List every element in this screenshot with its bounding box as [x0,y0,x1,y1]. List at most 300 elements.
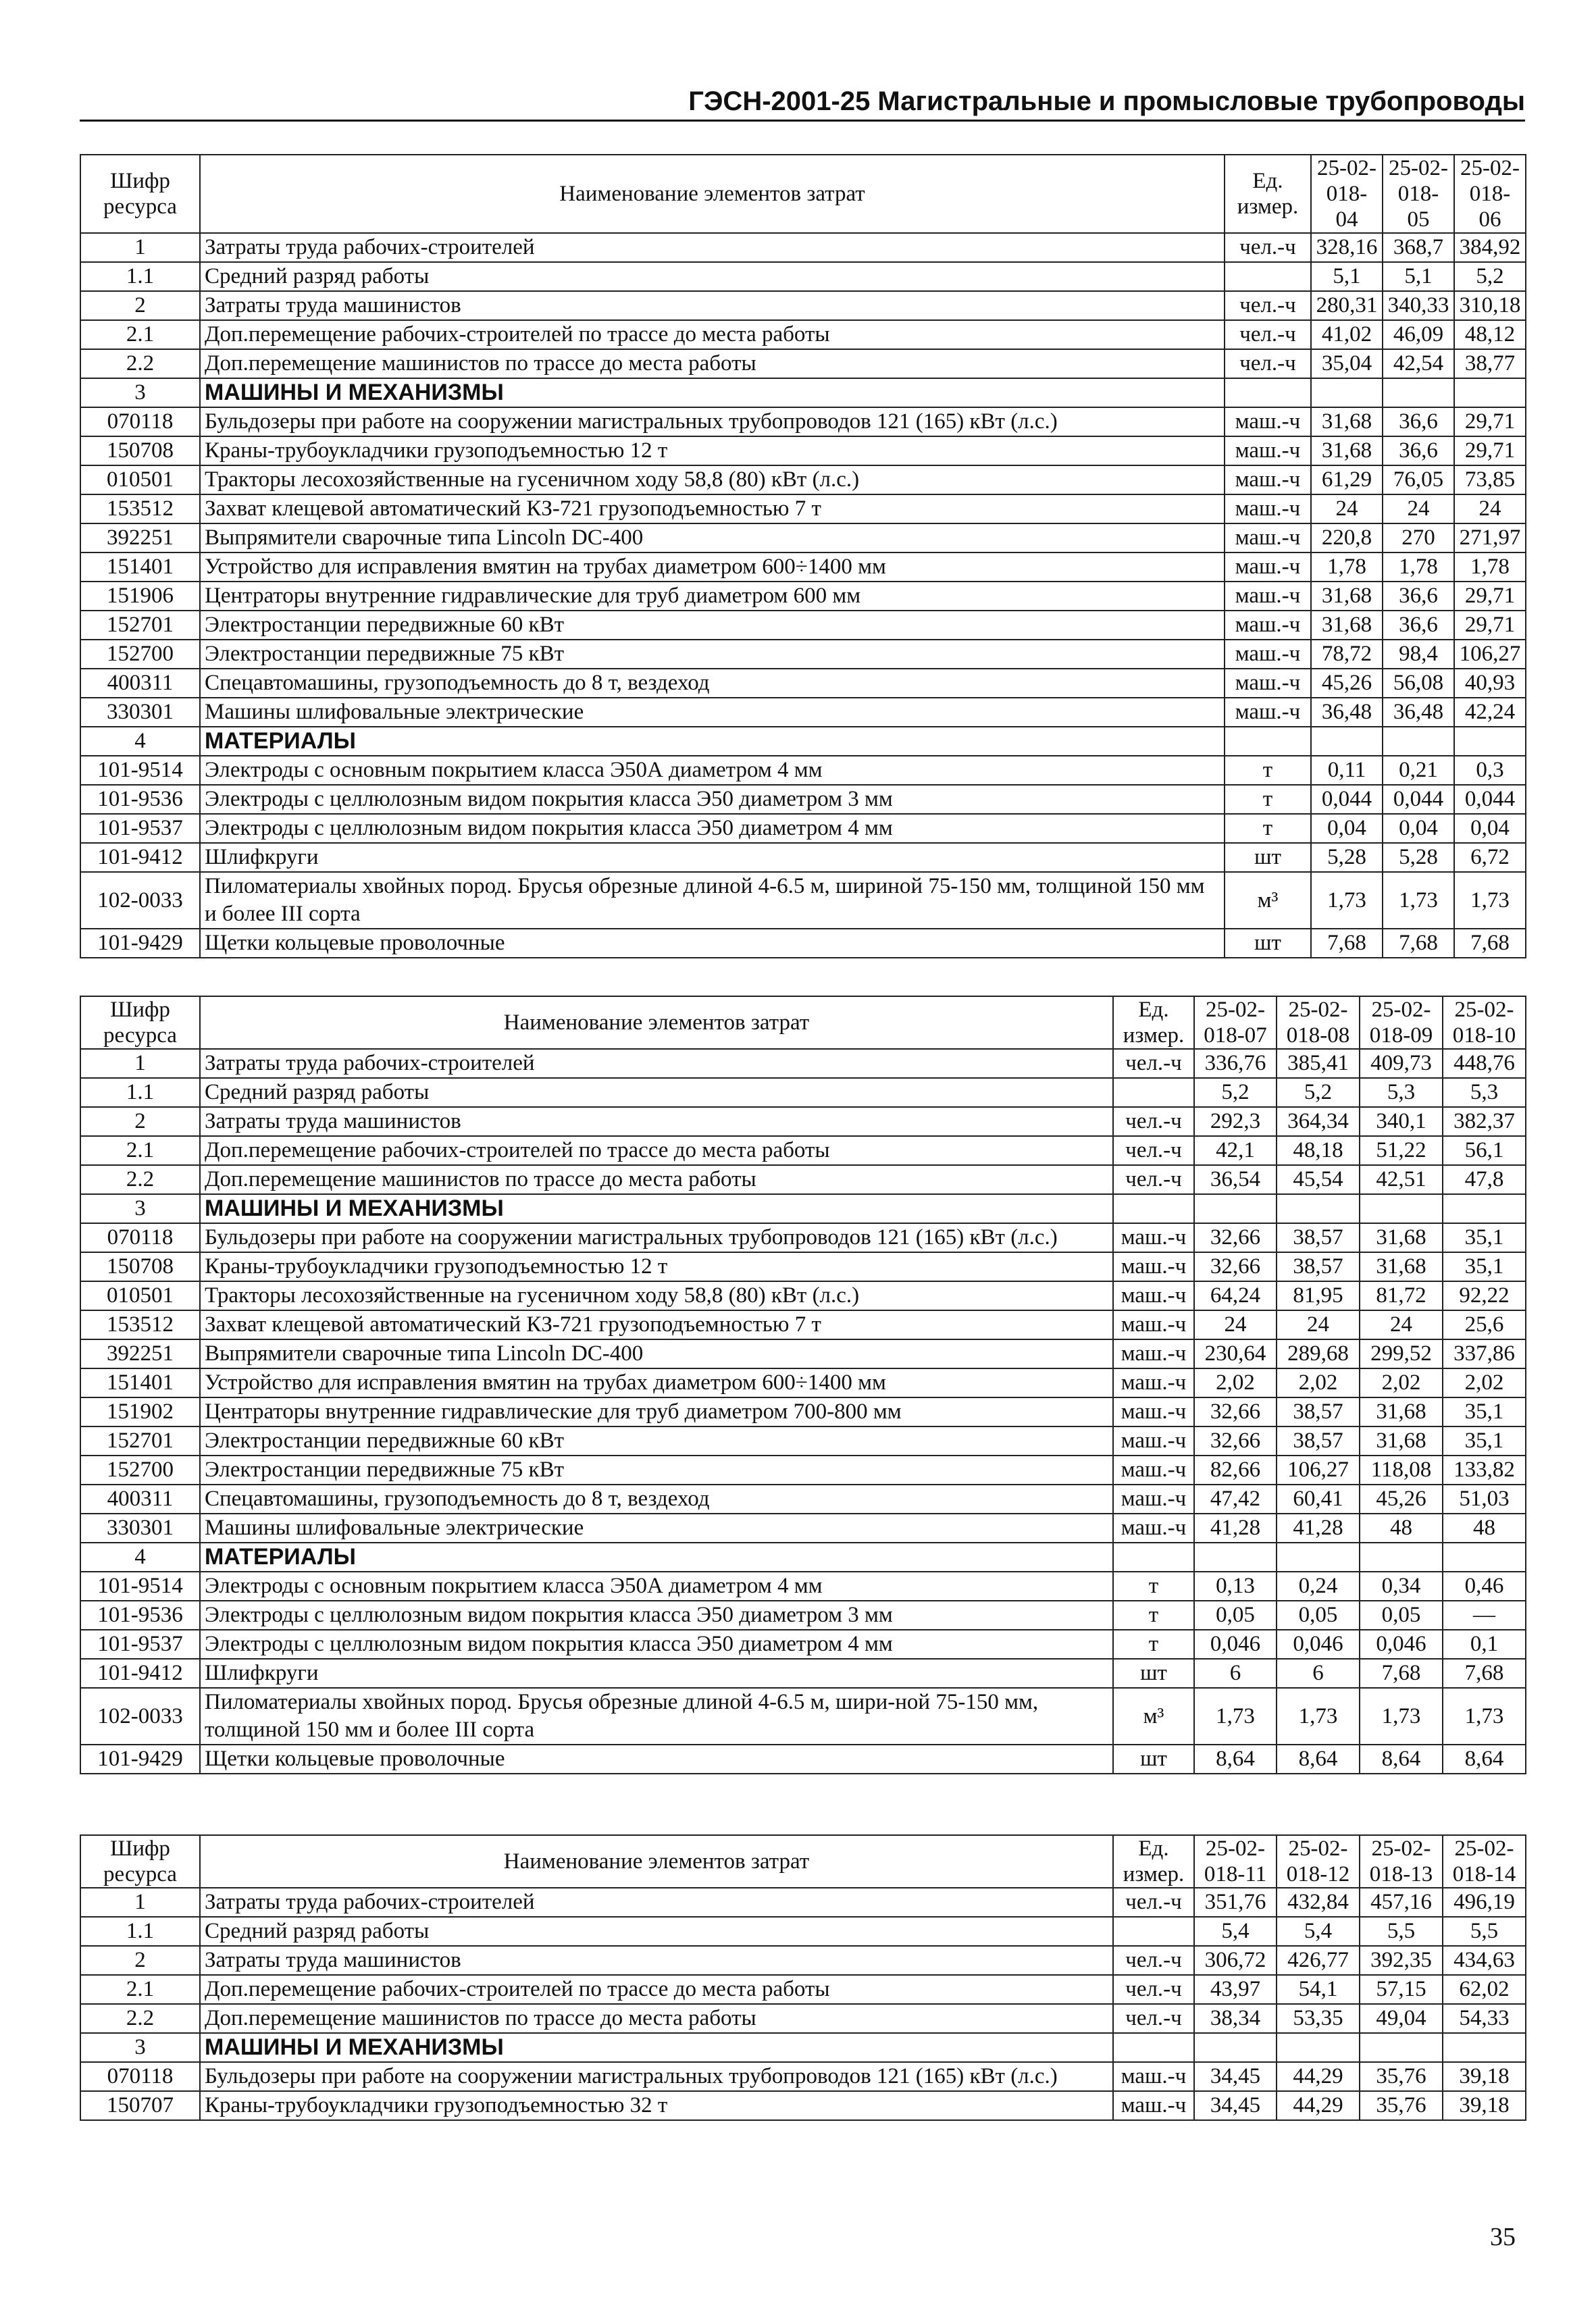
resource-value: 41,28 [1277,1514,1360,1543]
resource-value: 306,72 [1194,1946,1277,1975]
resource-value: 385,41 [1277,1049,1360,1078]
resource-code: 151401 [80,1368,200,1397]
table-row [80,1426,1526,1456]
resource-value: 8,64 [1443,1745,1526,1774]
resource-name: МАШИНЫ И МЕХАНИЗМЫ [200,2033,1113,2062]
resource-value: 48 [1443,1514,1526,1543]
resource-value: 5,3 [1360,1078,1443,1107]
resource-value: 0,24 [1277,1572,1360,1601]
resource-code: 102-0033 [80,872,200,929]
table-header-row [80,155,1526,233]
resource-value [1383,378,1454,407]
resource-value [1360,1194,1443,1223]
resource-value: 0,34 [1360,1572,1443,1601]
resource-unit: т [1225,814,1311,843]
resource-value: 31,68 [1360,1397,1443,1426]
resource-unit [1113,1194,1194,1223]
resource-name: Щетки кольцевые проволочные [200,929,1225,958]
resource-value: 81,95 [1277,1281,1360,1310]
resource-name: Машины шлифовальные электрические [200,1514,1113,1543]
table-row [80,611,1526,640]
resource-unit: т [1225,785,1311,814]
header-col: 25-02-018-09 [1360,996,1443,1049]
resource-value: 24 [1360,1310,1443,1339]
resource-value: 6 [1194,1659,1277,1688]
table-row [80,1946,1526,1975]
resource-value: 0,04 [1454,814,1526,843]
resource-name: Центраторы внутренние гидравлические для труб диаметром 600 мм [200,582,1225,611]
resource-value: 1,78 [1311,552,1383,582]
resource-value: 5,2 [1454,262,1526,291]
resource-value: 31,68 [1360,1223,1443,1252]
table-row [80,1136,1526,1165]
resource-unit: чел.-ч [1225,233,1311,262]
resource-code: 1 [80,233,200,262]
resource-value: 48 [1360,1514,1443,1543]
table-row [80,1630,1526,1659]
table-row [80,349,1526,378]
header-col: 25-02-018-08 [1277,996,1360,1049]
resource-value: 0,11 [1311,756,1383,785]
resource-value: 384,92 [1454,233,1526,262]
resource-unit: маш.-ч [1113,1368,1194,1397]
resource-name: Средний разряд работы [200,1078,1113,1107]
resource-unit: чел.-ч [1225,349,1311,378]
resource-value: 133,82 [1443,1456,1526,1485]
table-row [80,929,1526,958]
table-row [80,1975,1526,2004]
resource-value: 60,41 [1277,1485,1360,1514]
header-unit: Ед. измер. [1113,996,1194,1049]
resource-value: 40,93 [1454,669,1526,698]
resource-value: 31,68 [1360,1252,1443,1281]
resource-unit: шт [1113,1659,1194,1688]
resource-unit: чел.-ч [1113,1946,1194,1975]
resource-code: 2 [80,1107,200,1136]
resource-name: Бульдозеры при работе на сооружении магистральных трубопроводов 121 (165) кВт (л.с.) [200,2062,1113,2091]
table-row [80,494,1526,523]
resource-name: Шлифкруги [200,843,1225,872]
resource-value: 53,35 [1277,2004,1360,2033]
resource-code: 151902 [80,1397,200,1426]
resource-value: 0,21 [1383,756,1454,785]
resource-value [1360,1543,1443,1572]
resource-value: 1,73 [1311,872,1383,929]
resource-value: 41,02 [1311,320,1383,349]
resource-value: 0,044 [1383,785,1454,814]
table-row [80,1252,1526,1281]
header-name: Наименование элементов затрат [200,1835,1113,1888]
resource-name: Тракторы лесохозяйственные на гусеничном ходу 58,8 (80) кВт (л.с.) [200,465,1225,494]
resource-value: 35,1 [1443,1426,1526,1456]
resource-value [1454,727,1526,756]
table-row [80,1745,1526,1774]
resource-name: Доп.перемещение машинистов по трассе до места работы [200,349,1225,378]
resource-unit: маш.-ч [1113,1456,1194,1485]
resource-value: 2,02 [1277,1368,1360,1397]
resource-code: 2.2 [80,349,200,378]
resource-code: 101-9537 [80,1630,200,1659]
table-row [80,1888,1526,1917]
header-unit: Ед. измер. [1225,155,1311,233]
resource-value [1194,1543,1277,1572]
header-col: 25-02-018-11 [1194,1835,1277,1888]
resource-value: 29,71 [1454,582,1526,611]
resource-value: 51,22 [1360,1136,1443,1165]
resource-value: 2,02 [1194,1368,1277,1397]
resource-unit: маш.-ч [1225,698,1311,727]
resource-value: 35,04 [1311,349,1383,378]
resource-unit: маш.-ч [1113,1310,1194,1339]
resource-value: 47,42 [1194,1485,1277,1514]
header-col: 25-02-018-06 [1454,155,1526,233]
resource-value: 42,24 [1454,698,1526,727]
resource-unit: чел.-ч [1113,1136,1194,1165]
resource-value [1194,2033,1277,2062]
resource-unit: маш.-ч [1225,669,1311,698]
table-row [80,756,1526,785]
resource-code: 153512 [80,1310,200,1339]
resource-value: 8,64 [1277,1745,1360,1774]
resource-value: 0,1 [1443,1630,1526,1659]
resource-name: Доп.перемещение рабочих-строителей по трассе до места работы [200,1975,1113,2004]
resource-value: 368,7 [1383,233,1454,262]
resource-value: 340,33 [1383,291,1454,320]
table-row [80,465,1526,494]
resource-value: 7,68 [1443,1659,1526,1688]
resource-name: Затраты труда машинистов [200,1946,1113,1975]
table-row [80,582,1526,611]
resource-value: 5,2 [1277,1078,1360,1107]
resource-value: 0,3 [1454,756,1526,785]
header-col: 25-02-018-07 [1194,996,1277,1049]
resource-value: 39,18 [1443,2091,1526,2120]
resource-value: 5,1 [1311,262,1383,291]
resource-unit: маш.-ч [1225,611,1311,640]
resource-value: 426,77 [1277,1946,1360,1975]
resource-name: Бульдозеры при работе на сооружении магистральных трубопроводов 121 (165) кВт (л.с.) [200,1223,1113,1252]
resource-unit [1113,1078,1194,1107]
resource-value: 36,6 [1383,407,1454,436]
resource-value: 0,04 [1383,814,1454,843]
resource-value: 51,03 [1443,1485,1526,1514]
table-row [80,872,1526,929]
resource-value: 7,68 [1311,929,1383,958]
resource-value: 6 [1277,1659,1360,1688]
table-row [80,1078,1526,1107]
table-row [80,1049,1526,1078]
resource-code: 152701 [80,611,200,640]
table-row [80,407,1526,436]
table-row [80,1165,1526,1194]
resource-value: 38,57 [1277,1426,1360,1456]
table-row [80,1310,1526,1339]
resource-unit: маш.-ч [1225,436,1311,465]
resource-unit: т [1113,1572,1194,1601]
resource-name: Электростанции передвижные 75 кВт [200,1456,1113,1485]
resource-value: 25,6 [1443,1310,1526,1339]
resource-value: 36,48 [1311,698,1383,727]
resource-value [1383,727,1454,756]
resource-unit: чел.-ч [1113,1107,1194,1136]
resource-name: МАТЕРИАЛЫ [200,1543,1113,1572]
section-row [80,727,1526,756]
resource-value: 2,02 [1443,1368,1526,1397]
resource-value: 1,73 [1277,1688,1360,1745]
table-row [80,552,1526,582]
resource-code: 150708 [80,1252,200,1281]
resource-code: 1 [80,1888,200,1917]
resource-value: 32,66 [1194,1223,1277,1252]
resource-value: 36,54 [1194,1165,1277,1194]
resource-unit: т [1113,1630,1194,1659]
resource-value: 337,86 [1443,1339,1526,1368]
resource-value: 31,68 [1311,611,1383,640]
resource-code: 2 [80,1946,200,1975]
resource-value: 92,22 [1443,1281,1526,1310]
resource-code: 2 [80,291,200,320]
resource-code: 070118 [80,1223,200,1252]
resource-value: 6,72 [1454,843,1526,872]
table-row [80,2004,1526,2033]
resource-code: 070118 [80,2062,200,2091]
resource-value: 38,57 [1277,1223,1360,1252]
resource-name: Доп.перемещение машинистов по трассе до места работы [200,2004,1113,2033]
resource-value: 364,34 [1277,1107,1360,1136]
resource-unit: маш.-ч [1113,2062,1194,2091]
resource-code: 3 [80,1194,200,1223]
resource-value: 230,64 [1194,1339,1277,1368]
resource-table-1 [80,154,1526,958]
resource-value: 61,29 [1311,465,1383,494]
resource-value: 31,68 [1360,1426,1443,1456]
resource-value: 0,046 [1360,1630,1443,1659]
resource-value [1443,2033,1526,2062]
resource-value: 42,54 [1383,349,1454,378]
resource-value: 7,68 [1454,929,1526,958]
resource-unit: маш.-ч [1225,523,1311,552]
resource-name: Доп.перемещение рабочих-строителей по трассе до места работы [200,1136,1113,1165]
resource-value: 39,18 [1443,2062,1526,2091]
resource-name: Затраты труда рабочих-строителей [200,1888,1113,1917]
resource-code: 392251 [80,1339,200,1368]
resource-value: 73,85 [1454,465,1526,494]
resource-name: Спецавтомашины, грузоподъемность до 8 т, вездеход [200,1485,1113,1514]
header-code: Шифр ресурса [80,155,200,233]
resource-unit [1225,378,1311,407]
resource-name: Краны-трубоукладчики грузоподъемностью 12 т [200,436,1225,465]
resource-value: 24 [1454,494,1526,523]
resource-value: 45,26 [1311,669,1383,698]
table-row [80,1107,1526,1136]
resource-value: 409,73 [1360,1049,1443,1078]
resource-code: 1.1 [80,262,200,291]
resource-value: 457,16 [1360,1888,1443,1917]
resource-unit: маш.-ч [1113,1426,1194,1456]
resource-name: Средний разряд работы [200,262,1225,291]
resource-value: 42,1 [1194,1136,1277,1165]
resource-code: 400311 [80,1485,200,1514]
header-name: Наименование элементов затрат [200,155,1225,233]
resource-value: 5,28 [1383,843,1454,872]
resource-name: Центраторы внутренние гидравлические для труб диаметром 700-800 мм [200,1397,1113,1426]
resource-value: 98,4 [1383,640,1454,669]
resource-name: Пиломатериалы хвойных пород. Брусья обрезные длиной 4-6.5 м, шири-ной 75-150 мм, толщиной 150 мм и более III сорта [200,1688,1113,1745]
resource-unit: чел.-ч [1113,1888,1194,1917]
resource-value: 289,68 [1277,1339,1360,1368]
resource-code: 1.1 [80,1078,200,1107]
resource-value: 32,66 [1194,1426,1277,1456]
resource-value: 5,4 [1194,1917,1277,1946]
resource-value: 448,76 [1443,1049,1526,1078]
header-col: 25-02-018-12 [1277,1835,1360,1888]
resource-value: 270 [1383,523,1454,552]
resource-table-3 [80,1834,1526,2121]
resource-code: 101-9412 [80,1659,200,1688]
resource-value: 29,71 [1454,611,1526,640]
resource-name: Электроды с целлюлозным видом покрытия класса Э50 диаметром 3 мм [200,1601,1113,1630]
resource-value: 220,8 [1311,523,1383,552]
page-header-title: ГЭСН-2001-25 Магистральные и промысловые трубопроводы [80,86,1525,122]
resource-value: 24 [1383,494,1454,523]
resource-value: 392,35 [1360,1946,1443,1975]
resource-value: 81,72 [1360,1281,1443,1310]
resource-value: 106,27 [1454,640,1526,669]
resource-value: 38,34 [1194,2004,1277,2033]
table-row [80,698,1526,727]
resource-code: 1 [80,1049,200,1078]
page-number: 35 [1490,2223,1516,2251]
table-row [80,262,1526,291]
resource-name: Шлифкруги [200,1659,1113,1688]
resource-name: МАШИНЫ И МЕХАНИЗМЫ [200,378,1225,407]
resource-value: 32,66 [1194,1397,1277,1426]
resource-value: 0,05 [1360,1601,1443,1630]
resource-unit: шт [1113,1745,1194,1774]
resource-unit: т [1113,1601,1194,1630]
table-row [80,640,1526,669]
resource-code: 010501 [80,465,200,494]
resource-value: 292,3 [1194,1107,1277,1136]
resource-value: 42,51 [1360,1165,1443,1194]
resource-value: 43,97 [1194,1975,1277,2004]
resource-code: 101-9536 [80,785,200,814]
resource-value: 5,28 [1311,843,1383,872]
resource-value: 54,33 [1443,2004,1526,2033]
resource-code: 3 [80,378,200,407]
resource-unit: маш.-ч [1113,1514,1194,1543]
resource-code: 1.1 [80,1917,200,1946]
resource-unit: маш.-ч [1225,494,1311,523]
resource-code: 101-9429 [80,1745,200,1774]
resource-value: 1,73 [1360,1688,1443,1745]
resource-value: 2,02 [1360,1368,1443,1397]
resource-name: Тракторы лесохозяйственные на гусеничном ходу 58,8 (80) кВт (л.с.) [200,1281,1113,1310]
resource-value: 1,73 [1383,872,1454,929]
table-row [80,1688,1526,1745]
header-col: 25-02-018-04 [1311,155,1383,233]
resource-value: 35,1 [1443,1252,1526,1281]
resource-value: 1,73 [1194,1688,1277,1745]
table-row [80,843,1526,872]
resource-name: Краны-трубоукладчики грузоподъемностью 32 т [200,2091,1113,2120]
resource-value: 351,76 [1194,1888,1277,1917]
resource-unit [1113,1543,1194,1572]
resource-unit: маш.-ч [1113,1252,1194,1281]
resource-value: 336,76 [1194,1049,1277,1078]
resource-name: Выпрямители сварочные типа Lincoln DC-400 [200,1339,1113,1368]
table-row [80,1917,1526,1946]
resource-value: 24 [1277,1310,1360,1339]
table-row [80,1659,1526,1688]
resource-name: Затраты труда машинистов [200,1107,1113,1136]
resource-value: 44,29 [1277,2062,1360,2091]
header-col: 25-02-018-13 [1360,1835,1443,1888]
resource-value: 382,37 [1443,1107,1526,1136]
resource-code: 2.1 [80,1136,200,1165]
table-row [80,1485,1526,1514]
table-row [80,523,1526,552]
table-row [80,233,1526,262]
resource-code: 150707 [80,2091,200,2120]
table-row [80,1368,1526,1397]
resource-value [1443,1543,1526,1572]
resource-value: 45,26 [1360,1485,1443,1514]
resource-name: Щетки кольцевые проволочные [200,1745,1113,1774]
resource-code: 152701 [80,1426,200,1456]
resource-value: 35,1 [1443,1223,1526,1252]
resource-value [1311,378,1383,407]
resource-code: 2.2 [80,2004,200,2033]
resource-unit: маш.-ч [1225,640,1311,669]
resource-value: 5,1 [1383,262,1454,291]
resource-code: 330301 [80,1514,200,1543]
resource-value: 31,68 [1311,582,1383,611]
resource-value: 5,3 [1443,1078,1526,1107]
resource-value: 36,6 [1383,436,1454,465]
resource-value: 328,16 [1311,233,1383,262]
resource-value: 5,5 [1360,1917,1443,1946]
table-row [80,785,1526,814]
resource-name: Затраты труда машинистов [200,291,1225,320]
table-row [80,1339,1526,1368]
resource-name: Электроды с целлюлозным видом покрытия класса Э50 диаметром 3 мм [200,785,1225,814]
resource-value: 340,1 [1360,1107,1443,1136]
resource-value: 54,1 [1277,1975,1360,2004]
resource-value: 35,76 [1360,2062,1443,2091]
resource-value: 56,1 [1443,1136,1526,1165]
resource-name: Затраты труда рабочих-строителей [200,1049,1113,1078]
resource-code: 400311 [80,669,200,698]
resource-value: 5,2 [1194,1078,1277,1107]
resource-name: Бульдозеры при работе на сооружении магистральных трубопроводов 121 (165) кВт (л.с.) [200,407,1225,436]
resource-value: 57,15 [1360,1975,1443,2004]
section-row [80,1543,1526,1572]
resource-unit [1113,1917,1194,1946]
resource-code: 150708 [80,436,200,465]
header-code: Шифр ресурса [80,996,200,1049]
resource-name: Электроды с целлюлозным видом покрытия класса Э50 диаметром 4 мм [200,1630,1113,1659]
resource-name: Захват клещевой автоматический КЗ-721 грузоподъемностью 7 т [200,494,1225,523]
resource-value [1194,1194,1277,1223]
header-unit: Ед. измер. [1113,1835,1194,1888]
resource-unit: маш.-ч [1113,1223,1194,1252]
resource-value: 1,78 [1383,552,1454,582]
resource-unit [1225,262,1311,291]
resource-value: 41,28 [1194,1514,1277,1543]
resource-unit: маш.-ч [1113,1397,1194,1426]
resource-value: 0,05 [1194,1601,1277,1630]
